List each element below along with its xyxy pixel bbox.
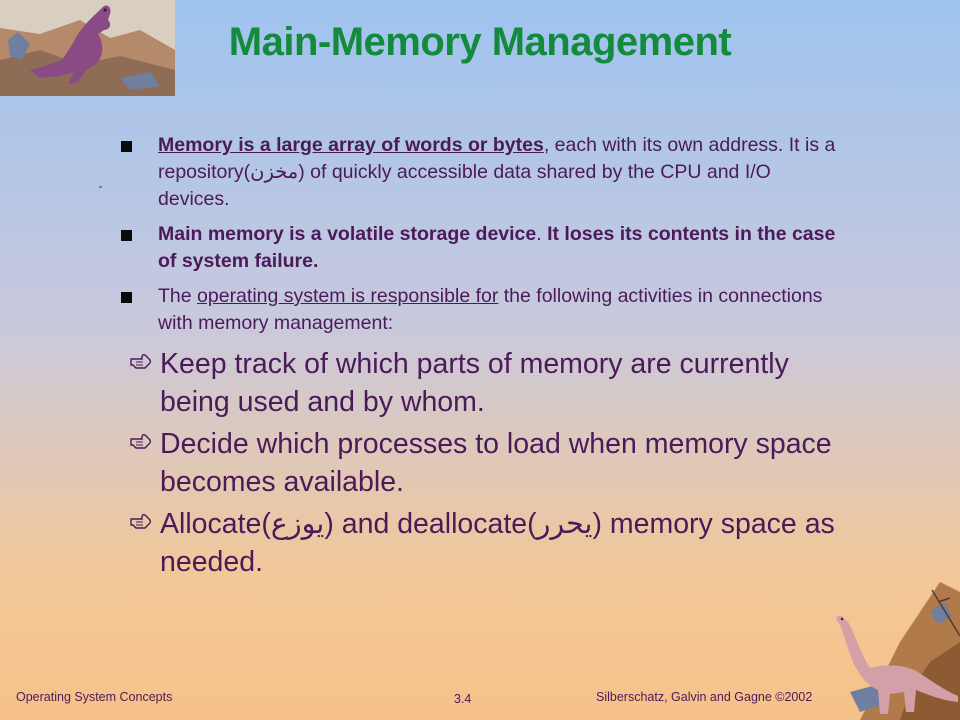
- bullet-1-emphasis: Memory is a large array of words or bytes: [158, 134, 544, 156]
- pointing-hand-icon: [130, 351, 152, 371]
- pointing-hand-icon: [130, 431, 152, 451]
- slide-body: [118, 132, 838, 585]
- dinosaur-sauropod-illustration: [820, 572, 960, 720]
- footer-copyright: Silberschatz, Galvin and Gagne ©2002: [596, 690, 813, 704]
- subbullet-1-text: Keep track of which parts of memory are currently being used and by whom.: [160, 348, 789, 418]
- footer-course-title: Operating System Concepts: [16, 690, 173, 704]
- square-bullet-icon: [121, 141, 132, 152]
- square-bullet-icon: [121, 292, 132, 303]
- square-bullet-icon: [121, 230, 132, 241]
- bullet-2-emphasis-b: It loses its contents in the case of system failure.: [158, 223, 836, 272]
- subbullet-3: [78, 505, 838, 581]
- stray-mark: [99, 186, 102, 188]
- pointing-hand-icon: [130, 511, 152, 531]
- bullet-2-emphasis-a: Main memory is a volatile storage device: [158, 223, 537, 245]
- slide-title: Main-Memory Management: [228, 20, 732, 64]
- footer-slide-number: 3.4: [454, 692, 472, 706]
- bullet-1-text: , each with its own address. It is a repository(مخزن) of quickly accessible data shared by the CPU and I/O devices.: [158, 134, 836, 210]
- bullet-1: [118, 132, 838, 213]
- subbullet-3-text: Allocate(يوزع) and deallocate(يحرر) memory space as needed.: [160, 508, 835, 578]
- subbullet-1: [78, 345, 838, 421]
- bullet-3: [118, 283, 838, 337]
- subbullet-2: [78, 425, 838, 501]
- bullet-2-text: .: [536, 223, 548, 245]
- bullet-3-before: The: [158, 285, 198, 307]
- bullet-3-emphasis: operating system is responsible for: [197, 285, 499, 307]
- subbullet-2-text: Decide which processes to load when memory space becomes available.: [160, 428, 832, 498]
- bullet-2: [118, 221, 838, 275]
- bullet-3-after: the following activities in connections with memory management:: [158, 285, 823, 334]
